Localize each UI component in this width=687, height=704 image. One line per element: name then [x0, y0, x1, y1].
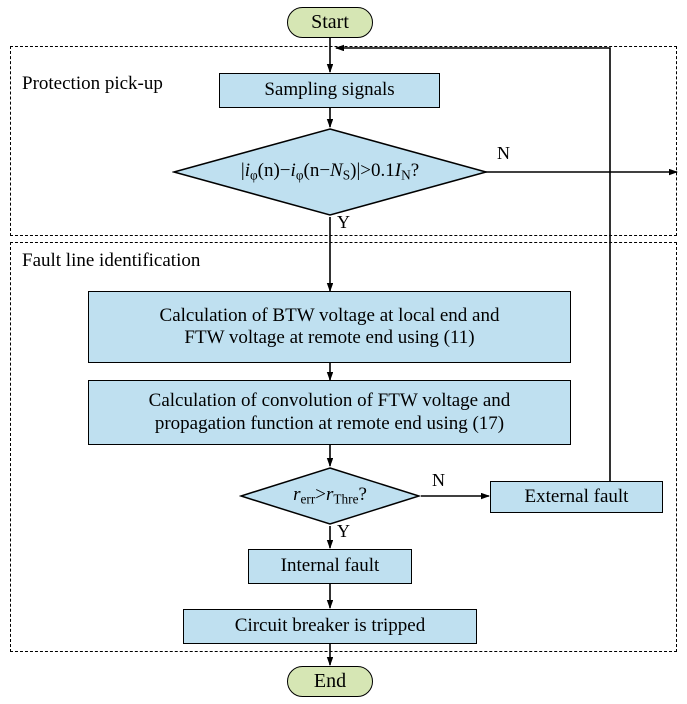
decision-r-threshold [239, 466, 421, 526]
process-calculate-btw-ftw-voltage [88, 291, 571, 363]
process-line-1: Calculation of BTW voltage at local end and [159, 304, 500, 326]
process-line-2: propagation function at remote end using (17) [154, 412, 505, 434]
edge-label-yes-2: Y [337, 521, 350, 541]
process-label: Sampling signals [264, 79, 395, 101]
decision-label: $r_{err}>r_{Thre}$? [293, 484, 367, 507]
start-label: Start [311, 10, 349, 33]
process-circuit-breaker-tripped [183, 609, 477, 644]
start-terminal [287, 7, 373, 38]
process-internal-fault [248, 549, 412, 584]
decision-current-threshold [172, 127, 488, 217]
process-label: Circuit breaker is tripped [234, 615, 426, 637]
process-line-1: Calculation of convolution of FTW voltage and [148, 390, 511, 412]
process-line-2: FTW voltage at remote end using (11) [184, 327, 475, 348]
edge-label-no-1: N [497, 143, 510, 163]
group-label-protection-pickup: Protection pick-up [22, 73, 163, 94]
group-label-fault-identification: Fault line identification [22, 250, 201, 271]
edge-label-yes-1: Y [337, 212, 350, 232]
end-terminal [287, 666, 373, 697]
edge-label-no-2: N [432, 470, 445, 490]
process-label: Internal fault [280, 555, 380, 577]
process-sampling-signals [219, 73, 440, 108]
process-calculate-convolution [88, 380, 571, 445]
decision-label: $|i_\varphi(n)-i_\varphi(n-N_S)|>0.1I_N$? [240, 160, 420, 183]
process-external-fault [490, 481, 663, 513]
end-label: End [313, 669, 347, 692]
process-label: External fault [524, 485, 629, 507]
